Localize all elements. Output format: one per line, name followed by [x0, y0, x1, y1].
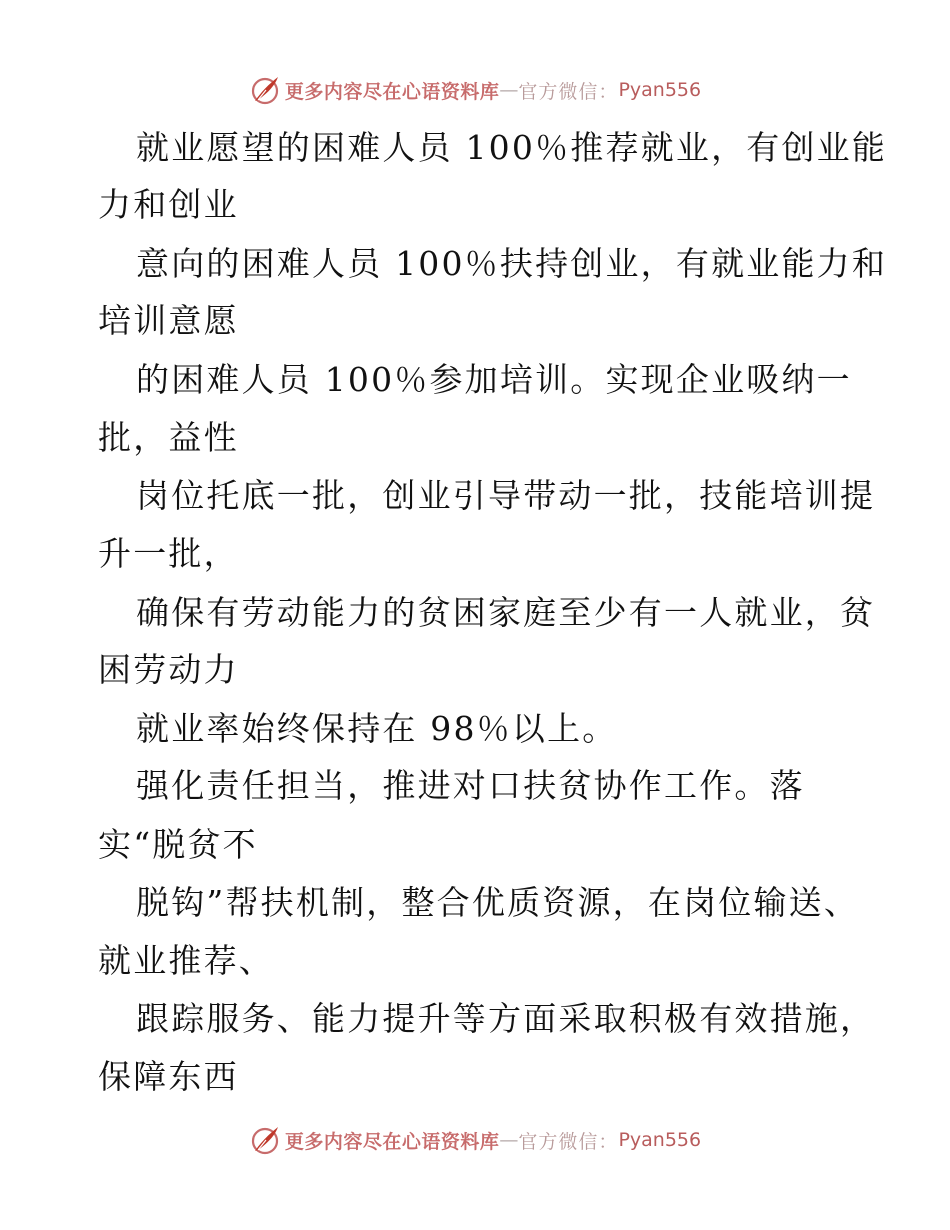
text-line: 的困难人员 100％参加培训。实现企业吸纳一	[136, 360, 852, 399]
text-line: 脱钩”帮扶机制，整合优质资源，在岗位输送、	[136, 883, 860, 922]
text-line: 实“脱贫不	[98, 825, 258, 864]
text-line: 困劳动力	[98, 650, 239, 689]
watermark-wechat-label: 官方微信：	[518, 1130, 619, 1153]
text-line: 升一批，	[98, 534, 239, 573]
text-line: 培训意愿	[98, 301, 239, 340]
text-line: 就业推荐、	[98, 941, 274, 980]
watermark-wechat-id: Pyan556	[618, 79, 702, 101]
watermark-separator: —	[499, 1129, 519, 1151]
text-line: 确保有劳动能力的贫困家庭至少有一人就业，贫	[136, 593, 876, 632]
text-line: 力和创业	[98, 185, 239, 224]
text-line: 保障东西	[98, 1057, 239, 1096]
feather-pen-logo-icon	[249, 1124, 281, 1156]
text-line: 就业愿望的困难人员 100％推荐就业，有创业能	[136, 128, 888, 167]
text-line: 批，益性	[98, 418, 239, 457]
watermark-wechat-label: 官方微信：	[518, 80, 619, 103]
footer-watermark	[0, 1122, 950, 1158]
watermark-separator: —	[499, 79, 519, 101]
watermark-brand: 更多内容尽在心语资料库	[284, 1130, 500, 1153]
text-line: 意向的困难人员 100％扶持创业，有就业能力和	[136, 244, 888, 283]
text-line: 跟踪服务、能力提升等方面采取积极有效措施，	[136, 999, 876, 1038]
text-line: 岗位托底一批，创业引导带动一批，技能培训提	[136, 476, 876, 515]
watermark-wechat-id: Pyan556	[618, 1129, 702, 1151]
text-line: 强化责任担当，推进对口扶贫协作工作。落	[136, 766, 805, 805]
watermark-brand: 更多内容尽在心语资料库	[284, 80, 500, 103]
text-line: 就业率始终保持在 98％以上。	[136, 709, 618, 748]
